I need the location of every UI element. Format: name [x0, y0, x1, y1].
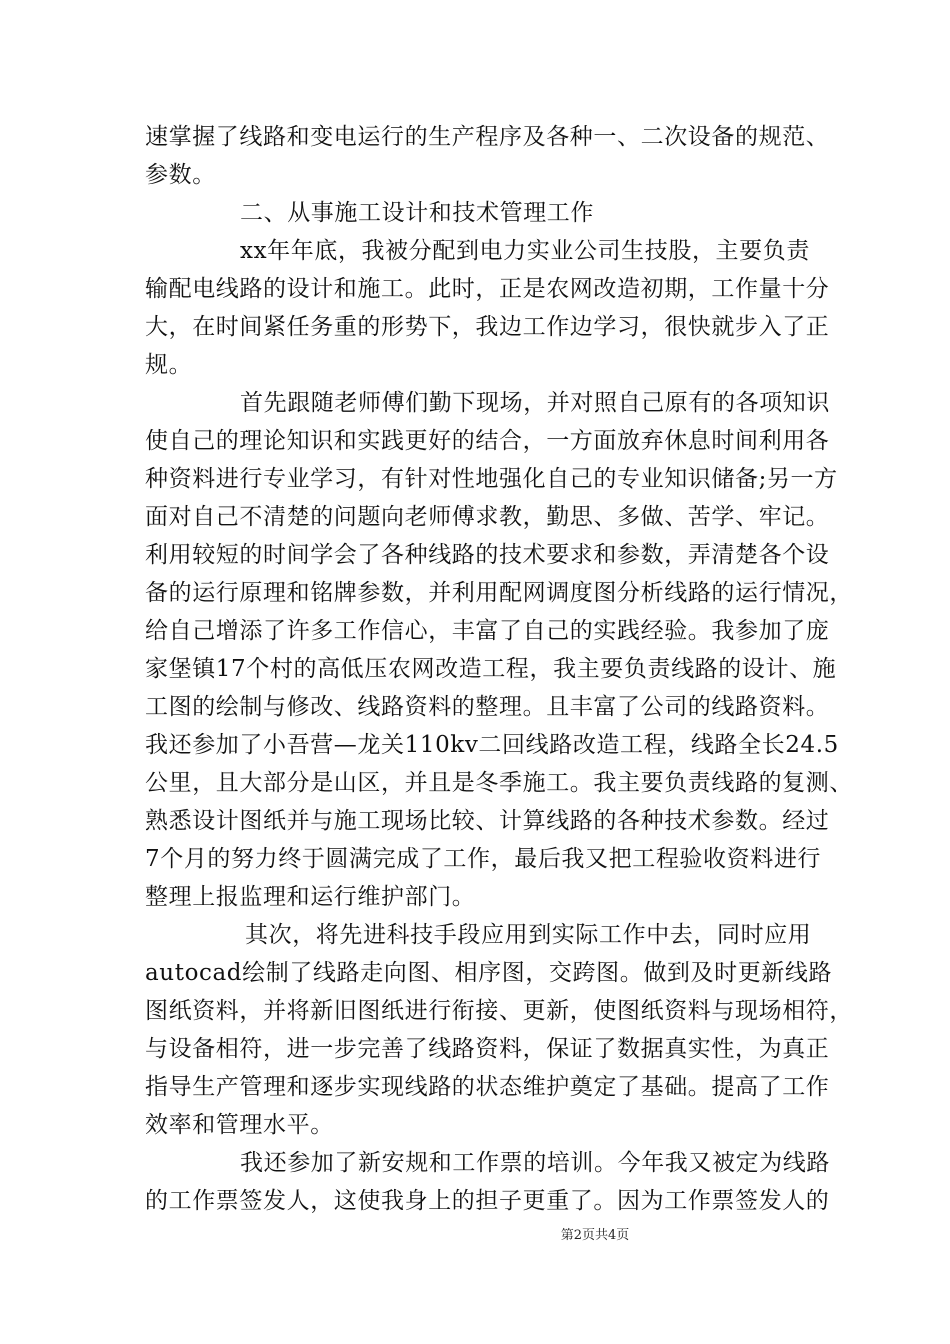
page-number-footer: 第2页共4页	[560, 1228, 630, 1243]
text-line: 大，在时间紧任务重的形势下，我边工作边学习，很快就步入了正	[145, 314, 830, 340]
text-line: 规。	[145, 352, 193, 378]
section-heading: 二、从事施工设计和技术管理工作	[240, 200, 594, 226]
text-line: 效率和管理水平。	[145, 1112, 334, 1138]
text-line: 给自己增添了许多工作信心，丰富了自己的实践经验。我参加了庞	[145, 618, 830, 644]
text-line: 利用较短的时间学会了各种线路的技术要求和参数，弄清楚各个设	[145, 542, 830, 568]
text-line: 使自己的理论知识和实践更好的结合，一方面放弃休息时间利用各	[145, 428, 830, 454]
text-line: 熟悉设计图纸并与施工现场比较、计算线路的各种技术参数。经过	[145, 808, 830, 834]
text-line: 公里，且大部分是山区，并且是冬季施工。我主要负责线路的复测、	[145, 770, 853, 796]
text-line: 速掌握了线路和变电运行的生产程序及各种一、二次设备的规范、	[145, 124, 830, 150]
text-line: 7个月的努力终于圆满完成了工作，最后我又把工程验收资料进行	[145, 846, 822, 872]
text-line: 其次，将先进科技手段应用到实际工作中去，同时应用	[245, 922, 812, 948]
text-line: 输配电线路的设计和施工。此时，正是农网改造初期，工作量十分	[145, 276, 830, 302]
text-line: 工图的绘制与修改、线路资料的整理。且丰富了公司的线路资料。	[145, 694, 830, 720]
text-line: 备的运行原理和铭牌参数，并利用配网调度图分析线路的运行情况，	[145, 580, 853, 606]
text-line: 指导生产管理和逐步实现线路的状态维护奠定了基础。提高了工作	[145, 1074, 830, 1100]
text-line: 首先跟随老师傅们勤下现场，并对照自己原有的各项知识	[240, 390, 830, 416]
text-line: autocad绘制了线路走向图、相序图，交跨图。做到及时更新线路	[145, 960, 833, 986]
text-line: 面对自己不清楚的问题向老师傅求教，勤思、多做、苦学、牢记。	[145, 504, 830, 530]
text-line: 整理上报监理和运行维护部门。	[145, 884, 476, 910]
text-line: 我还参加了新安规和工作票的培训。今年我又被定为线路	[240, 1150, 830, 1176]
text-line: xx年年底，我被分配到电力实业公司生技股，主要负责	[240, 238, 810, 264]
text-line: 参数。	[145, 162, 216, 188]
text-line: 家堡镇17个村的高低压农网改造工程，我主要负责线路的设计、施	[145, 656, 837, 682]
text-line: 图纸资料，并将新旧图纸进行衔接、更新，使图纸资料与现场相符，	[145, 998, 853, 1024]
text-line: 与设备相符，进一步完善了线路资料，保证了数据真实性，为真正	[145, 1036, 830, 1062]
text-line: 的工作票签发人，这使我身上的担子更重了。因为工作票签发人的	[145, 1188, 830, 1214]
text-line: 我还参加了小吾营—龙关110kv二回线路改造工程，线路全长24.5	[145, 732, 839, 758]
text-line: 种资料进行专业学习，有针对性地强化自己的专业知识储备;另一方	[145, 466, 838, 492]
